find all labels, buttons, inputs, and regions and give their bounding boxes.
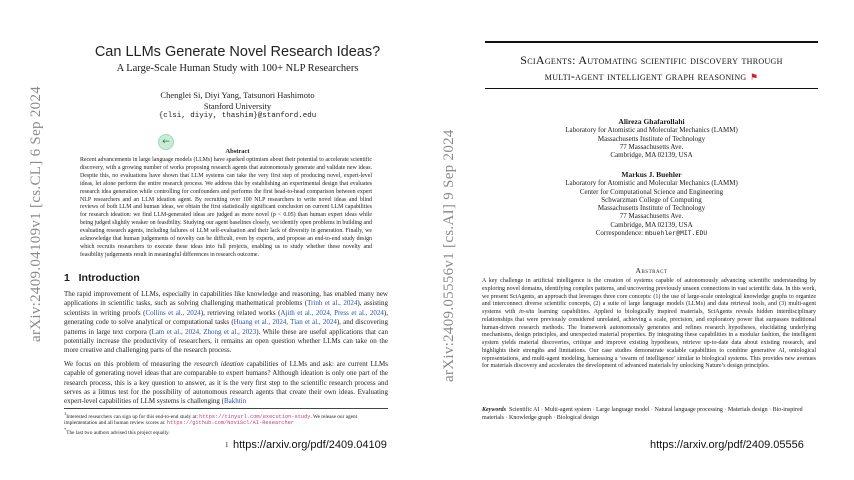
correspondence: Correspondence: mbuehler@MIT.EDU [595,229,708,237]
section-title: Introduction [78,272,140,284]
author-block: Alireza Ghafarollahi Laboratory for Atomistic and Molecular Mechanics (LAMM) Massachusetts Institute of Technology 77 Massachusetts Ave. Cambridge, MA 02139, USA [565,117,738,160]
arxiv-identifier: arXiv:2409.04109v1 [cs.CL] 6 Sep 2024 [28,85,44,342]
paragraph: We focus on this problem of measuring the research ideation capabilities of LLMs and ask: are current LLMs capable of generating novel ideas that are comparable to expert humans? Although ideation is only one part of the research process, this is a key question to answer, as it is the very first step to the scientific research process and serves as a litmus test for the possibility of autonomous research agents that create their own ideas. Evaluating expert-level capabilities of LLM systems is challenging (Bakhtin [64,359,388,406]
paper-title: SciAgents: Automating scientific discovery through multi-agent intelligent graph reasoning ⚑ [520,53,783,83]
footnote-link[interactable]: https://github.com/NoviScl/AI-Researcher [166,420,294,427]
section-number: 1 [64,272,70,284]
footnotes [64,408,388,436]
citation-link[interactable]: Bakhtin [223,397,247,406]
citation-link[interactable]: Collins et al., 2024 [145,308,201,317]
keywords-label: Keywords [482,407,506,413]
page-number: 1 [225,441,229,449]
citation-link[interactable]: Ajith et al., 2024, Press et al., 2024 [280,308,384,317]
source-url[interactable]: https://arxiv.org/pdf/2409.04109 [233,439,387,451]
author-list: Chenglei Si, Diyi Yang, Tatsunori Hashimoto [160,90,315,100]
abstract-heading: Abstract [635,266,668,275]
abstract-text: Recent advancements in large language models (LLMs) have sparked optimism about their potential to accelerate scientific discovery, with a growing number of works proposing research agents that autonomously generate and validate new ideas. Despite this, no evaluations have shown that LLM systems can take the very first step of producing novel, expert-level ideas, let alone perform the entire research process. We address this by establishing an experimental design that evaluates research idea generation while controlling for confounders and performs the first head-to-head comparison between expert NLP researchers and an LLM ideation agent. By recruiting over 100 NLP researchers to write novel ideas and blind reviews of both LLM and human ideas, we obtain the first statistically significant conclusion on current LLM capabilities for research ideation: we find LLM-generated ideas are judged as more novel (p < 0.05) than human expert ideas while being judged slightly weaker on feasibility. Studying our agent baselines closely, we identify open problems in building and evaluating research agents, including failures of LLM self-evaluation and their lack of diversity in generation. Finally, we acknowledge that human judgements of novelty can be difficult, even by experts, and propose an end-to-end study design which recruits researchers to execute these ideas into full projects, enabling us to study whether these novelty and feasibility judgements result in meaningful differences in research outcome. [80,157,372,258]
arxiv-identifier: arXiv:2409.05556v1 [cs.AI] 9 Sep 2024 [441,129,457,382]
citation-link[interactable]: Huang et al., 2024, Tian et al., 2024 [233,318,337,327]
footnote-link[interactable]: https://tinyurl.com/execution-study [199,413,311,420]
arrow-left-icon: ← [162,137,170,147]
paper-title: Can LLMs Generate Novel Research Ideas? [94,44,381,60]
title-rule-top [485,41,818,43]
author-name: Markus J. Buehler [621,170,682,179]
correspondence-email[interactable]: mbuehler@MIT.EDU [644,230,708,237]
introduction-body [64,290,388,411]
author-emails: {clsi, diyiy, thashim}@stanford.edu [158,112,317,120]
red-flag-icon: ⚑ [749,73,759,83]
paragraph: The rapid improvement of LLMs, especially in capabilities like knowledge and reasoning, has enabled many new applications in scientific tasks, such as solving challenging mathematical problems (Trinh et al., 2024), assisting scientists in writing proofs (Collins et al., 2024), retrieving related works (Ajith et al., 2024, Press et al., 2024), generating code to solve analytical or computational tasks (Huang et al., 2024, Tian et al., 2024), and discovering patterns in large text corpora (Lam et al., 2024, Zhong et al., 2023). While these are useful applications that can potentially increase the productivity of researchers, it remains an open question whether LLMs can take on the more creative and challenging parts of the research process. [64,290,389,355]
institution: Stanford University [203,101,272,111]
source-url[interactable]: https://arxiv.org/pdf/2409.05556 [650,439,804,451]
section-heading [64,272,140,284]
footnote: *The last two authors advised this project equally. [64,426,170,436]
title-rule-bottom [485,88,818,89]
author-block: Markus J. Buehler Laboratory for Atomistic and Molecular Mechanics (LAMM) Center for Computational Science and Engineering Schwarzman College of Computing Massachusetts Institute of Technology 77 Massachusetts Ave. Cambridge, MA 02139, USA [565,170,738,229]
footnote: $^1$Interested researchers can sign up for this end-to-end study at: https://tinyurl.com/execution-study. We release our agent implementation and all human review scores at: https://github.com/NoviScl/AI-Researcher [64,411,358,427]
abstract-heading: Abstract [225,148,250,155]
paper-subtitle: A Large-Scale Human Study with 100+ NLP Researchers [116,63,359,74]
author-name: Alireza Ghafarollahi [618,117,685,126]
citation-link[interactable]: Trinh et al., 2024 [307,299,358,308]
abstract-text: A key challenge in artificial intelligence is the creation of systems capable of autonomously advancing scientific understanding by exploring novel domains, identifying complex patterns, and uncovering previously unseen connections in vast scientific data. In this work, we present SciAgents, an approach that leverages three core concepts: (1) the use of large-scale ontological knowledge graphs to organize and interconnect diverse scientific concepts, (2) a suite of large language models (LLMs) and data retrieval tools, and (3) multi-agent systems with in-situ learning capabilities. Applied to biologically inspired materials, SciAgents reveals hidden interdisciplinary relationships that were previously considered unrelated, achieving a scale, precision, and exploratory power that surpasses traditional human-driven research methods. The framework autonomously generates and refines research hypotheses, elucidating underlying mechanisms, design principles, and unexpected material properties. By integrating these capabilities in a modular fashion, the intelligent system yields material discoveries, critique and improve existing hypotheses, retrieve up-to-date data about existing research, and highlights their strengths and limitations. Our case studies demonstrate scalable capabilities to combine generative AI, ontological representations, and multi-agent modeling, harnessing a ‘swarm of intelligence’ similar to biological systems. This provides new avenues for materials discovery and accelerates the development of advanced materials by unlocking Nature’s design principles. [482,278,816,370]
citation-link[interactable]: Lam et al., 2024, Zhong et al., 2023 [151,327,257,336]
keywords: Keywords Scientific AI · Multi-agent system · Large language model · Natural language processing · Materials design · Bio-inspired materials · Knowledge graph · Biological design [482,407,803,421]
